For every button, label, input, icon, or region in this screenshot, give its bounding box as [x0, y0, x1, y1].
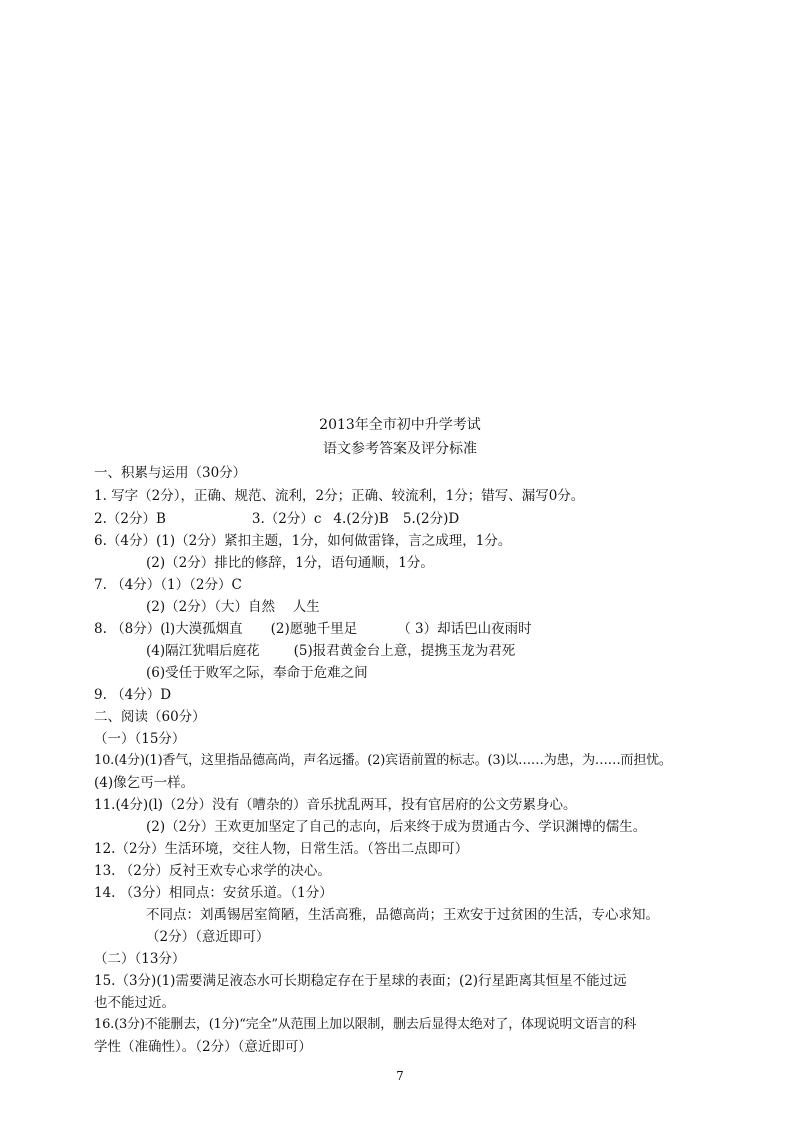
answer-q10-part1: 10.(4分)(1)香气，这里指品德高尚，声名远播。(2)宾语前置的标志。(3)以……为患，为……而担忧。: [94, 753, 672, 768]
answer-q6-part1: 6.（4分）(1)（2分）紧扣主题，1分，如何做雷锋，言之成理，1分。: [94, 533, 512, 549]
section-heading-reading: 二、阅读（60分）: [94, 709, 206, 725]
answer-q3: 3.（2分）c: [251, 511, 322, 527]
answer-q10-part2: (4)像乞丐一样。: [94, 775, 195, 791]
answer-q8-item3: （ 3）却话巴山夜雨时: [397, 621, 532, 637]
document-subtitle: 语文参考答案及评分标准: [323, 441, 477, 457]
answer-q8-row2: [146, 641, 515, 661]
answer-q14-part1: 14. （3分）相同点：安贫乐道。（1分）: [94, 885, 333, 901]
answer-q6-part2: (2)（2分）排比的修辞，1分，语句通顺，1分。: [146, 555, 434, 571]
answer-q8-item1: 8. （8分）(l)大漠孤烟直: [94, 621, 243, 637]
answer-q12: 12.（2分）生活环境，交往人物，日常生活。（答出二点即可）: [94, 841, 469, 857]
answer-q8-row1: [94, 619, 532, 639]
answer-q15-part2: 也不能过近。: [94, 995, 175, 1011]
answer-q7-part2: (2)（2分）（大）自然 人生: [146, 599, 320, 615]
answer-q8-item4: (4)隔江犹唱后庭花: [146, 643, 260, 659]
answer-q2: 2.（2分）B: [94, 511, 166, 527]
reading-part1-heading: （一）（15分）: [94, 731, 186, 747]
answer-q8-item5: (5)报君黄金台上意，提携玉龙为君死: [293, 643, 516, 659]
answer-q15-part1: 15.（3分)(1)需要满足液态水可长期稳定存在于星球的表面；(2)行星距离其恒星不能过远: [94, 973, 627, 989]
answer-q14-part3: （2分）（意近即可）: [146, 929, 270, 945]
reading-part2-heading: （二）（13分）: [94, 951, 186, 967]
answer-q7-part1: 7. （4分）（1）（2分）C: [94, 577, 242, 593]
section-heading-accumulation: 一、积累与运用（30分）: [94, 465, 247, 481]
answer-q13: 13. （2分）反衬王欢专心求学的决心。: [94, 863, 331, 879]
answer-q2-q5: [94, 509, 459, 529]
answer-q16-part2: 学性（准确性）。（2分）（意近即可）: [94, 1039, 312, 1055]
answer-q16-part1: 16.(3分)不能删去，(1分)“完全”从范围上加以限制，删去后显得太绝对了，体现说明文语言的科: [94, 1017, 637, 1032]
document-title: 2013年全市初中升学考试: [319, 417, 481, 433]
answer-q9: 9. （4分）D: [94, 687, 172, 703]
answer-q14-part2: 不同点：刘禹锡居室简陋，生活高雅，品德高尚；王欢安于过贫困的生活，专心求知。: [146, 907, 659, 923]
answer-q1: 1. 写字（2分），正确、规范、流利，2分；正确、较流利，1分；错写、漏写0分。: [94, 488, 585, 504]
answer-q4: 4.(2分)B: [333, 511, 389, 527]
answer-q5: 5.(2分)D: [402, 511, 460, 527]
answer-q11-part2: (2)（2分）王欢更加坚定了自己的志向，后来终于成为贯通古今、学识渊博的儒生。: [146, 819, 647, 835]
answer-q8-row3: (6)受任于败军之际，奉命于危难之间: [146, 665, 368, 681]
answer-q8-item2: (2)愿驰千里足: [270, 621, 358, 637]
page-number: 7: [396, 1069, 404, 1083]
answer-q11-part1: 11.(4分)(l)（2分）没有（嘈杂的）音乐扰乱两耳，投有官居府的公文劳累身心。: [94, 797, 577, 813]
